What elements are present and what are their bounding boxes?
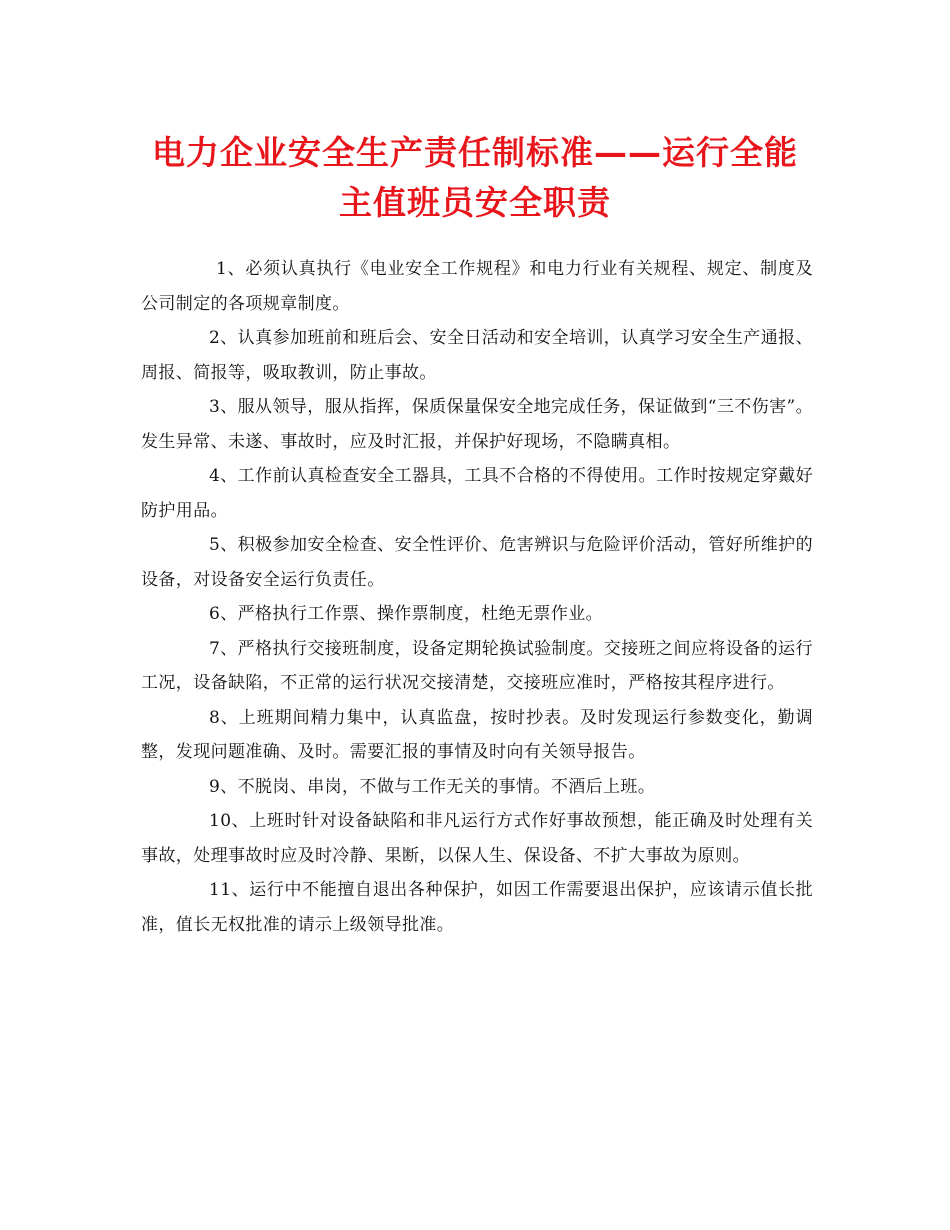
title-line-2: 主值班员安全职责 [339,183,611,222]
paragraph-6: 6、严格执行工作票、操作票制度，杜绝无票作业。 [209,604,604,624]
document-body [141,252,813,942]
paragraph-3: 3、服从领导，服从指挥，保质保量保安全地完成任务，保证做到“三不伤害”。发生异常、未遂、事故时，应及时汇报，并保护好现场，不隐瞒真相。 [141,397,813,452]
paragraph-7: 7、严格执行交接班制度，设备定期轮换试验制度。交接班之间应将设备的运行工况，设备缺陷，不正常的运行状况交接清楚，交接班应准时，严格按其程序进行。 [141,638,813,693]
paragraph-2: 2、认真参加班前和班后会、安全日活动和安全培训，认真学习安全生产通报、周报、简报等，吸取教训，防止事故。 [141,328,813,383]
document-title [0,128,950,228]
paragraph-8: 8、上班期间精力集中，认真监盘，按时抄表。及时发现运行参数变化，勤调整，发现问题准确、及时。需要汇报的事情及时向有关领导报告。 [141,707,813,762]
title-line-1: 电力企业安全生产责任制标准——运行全能 [152,133,798,172]
paragraph-5: 5、积极参加安全检查、安全性评价、危害辨识与危险评价活动，管好所维护的设备，对设备安全运行负责任。 [141,535,813,590]
paragraph-4: 4、工作前认真检查安全工器具，工具不合格的不得使用。工作时按规定穿戴好防护用品。 [141,466,813,521]
paragraph-9: 9、不脱岗、串岗，不做与工作无关的事情。不酒后上班。 [209,776,656,797]
paragraph-11: 11、运行中不能擅自退出各种保护，如因工作需要退出保护，应该请示值长批准，值长无权批准的请示上级领导批准。 [141,880,813,935]
paragraph-10: 10、上班时针对设备缺陷和非凡运行方式作好事故预想，能正确及时处理有关事故，处理事故时应及时冷静、果断，以保人生、保设备、不扩大事故为原则。 [141,811,813,866]
paragraph-1: 1、必须认真执行《电业安全工作规程》和电力行业有关规程、规定、制度及公司制定的各项规章制度。 [141,259,813,314]
